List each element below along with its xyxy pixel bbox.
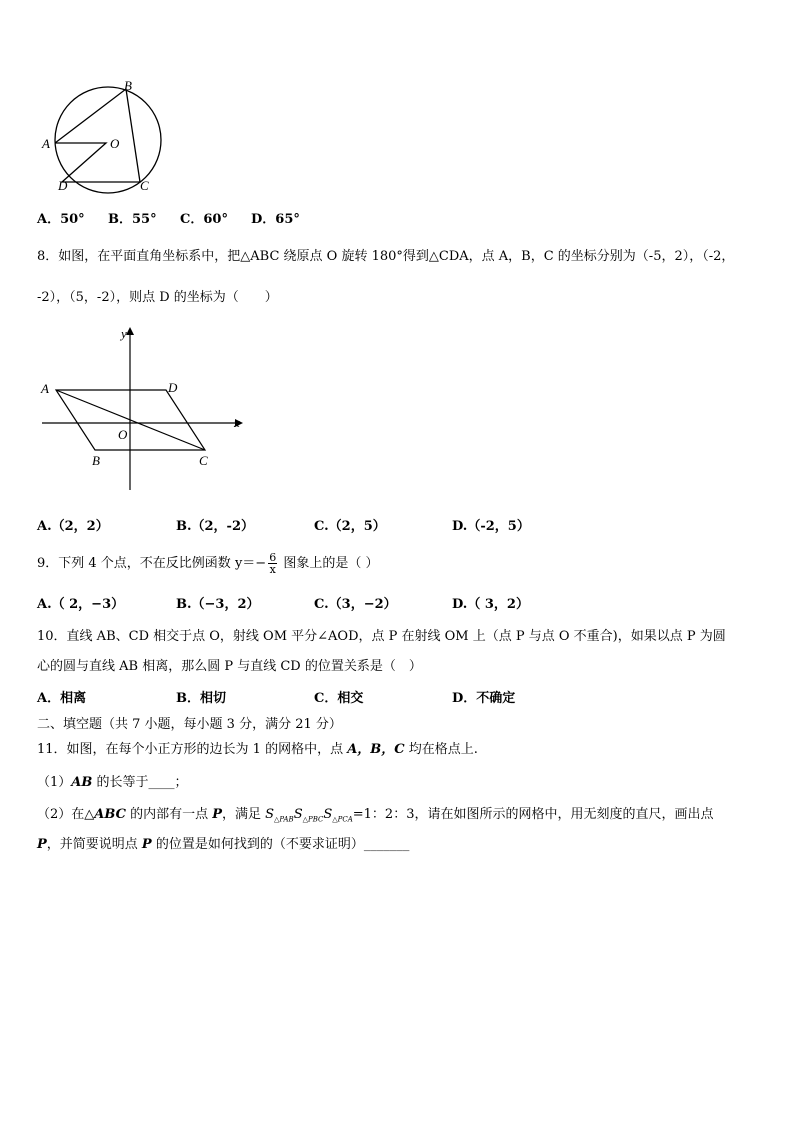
label-A: A — [42, 136, 50, 151]
q10-option-d: D．不确定 — [452, 691, 516, 706]
q9-option-b: B.（−3，2） — [176, 597, 260, 612]
q8-option-a: A.（2，2） — [37, 519, 109, 534]
q9-stem: 9．下列 4 个点，不在反比例函数 y＝− $\frac{6}{x}$ 图象上的是（ ） — [37, 551, 379, 576]
coordinate-figure — [37, 322, 247, 494]
label-D: D — [58, 178, 68, 193]
q10-option-c: C．相交 — [314, 691, 364, 706]
q7-option-b: B．55° — [108, 212, 157, 227]
q10-option-b: B．相切 — [176, 691, 226, 706]
label-A: A — [41, 381, 49, 396]
q11-sub1: （1）AB 的长等于____； — [37, 775, 188, 790]
q11-stem: 11．如图，在每个小正方形的边长为 1 的网格中，点 A，B，C 均在格点上. — [37, 742, 478, 757]
label-O: O — [118, 427, 128, 442]
q10-line1: 10．直线 AB、CD 相交于点 O，射线 OM 平分∠AOD，点 P 在射线 OM 上（点 P 与点 O 不重合)，如果以点 P 为圆 — [37, 629, 726, 644]
q9-option-c: C.（3，−2） — [314, 597, 397, 612]
q9-option-a: A.（ 2，−3） — [37, 597, 125, 612]
label-O: O — [110, 136, 120, 151]
q11-sub2-line2: P，并简要说明点 P 的位置是如何找到的（不要求证明）_______ — [37, 837, 410, 852]
label-B: B — [124, 78, 132, 93]
label-B: B — [92, 453, 100, 468]
q8-line2: -2），（5，-2），则点 D 的坐标为（ ） — [37, 290, 278, 305]
q8-line1: 8．如图，在平面直角坐标系中，把△ABC 绕原点 O 旋转 180°得到△CDA，点 A，B，C 的坐标分别为（-5，2），（-2， — [37, 249, 735, 264]
q7-option-c: C．60° — [180, 212, 228, 227]
q7-option-a: A．50° — [37, 212, 85, 227]
fraction-6-over-x: $\frac{6}{x}$ — [269, 551, 277, 576]
label-C: C — [140, 178, 149, 193]
label-x: x — [234, 415, 240, 430]
label-C: C — [199, 453, 208, 468]
section-heading: 二、填空题（共 7 小题，每小题 3 分，满分 21 分） — [37, 717, 342, 732]
q8-option-b: B.（2，-2） — [176, 519, 255, 534]
q8-option-d: D.（-2，5） — [452, 519, 530, 534]
q9-option-d: D.（ 3，2） — [452, 597, 529, 612]
q11-sub2-line1: （2）在△ABC 的内部有一点 P，满足 $S_{\triangle PAB}S_{\triangle PBC}S_{\triangle PCA}=1$：2：3，请在如图所示的网格中，用无刻度的直尺，画出点 — [37, 807, 714, 824]
inscribed-lines — [55, 89, 140, 182]
q8-option-c: C.（2，5） — [314, 519, 386, 534]
y-axis-arrow — [126, 327, 134, 335]
q10-line2: 心的圆与直线 AB 相离，那么圆 P 与直线 CD 的位置关系是（ ） — [37, 659, 422, 674]
q7-option-d: D．65° — [251, 212, 300, 227]
label-D: D — [168, 380, 178, 395]
circle-figure — [38, 78, 168, 198]
label-y: y — [121, 326, 127, 341]
q10-option-a: A．相离 — [37, 691, 87, 706]
